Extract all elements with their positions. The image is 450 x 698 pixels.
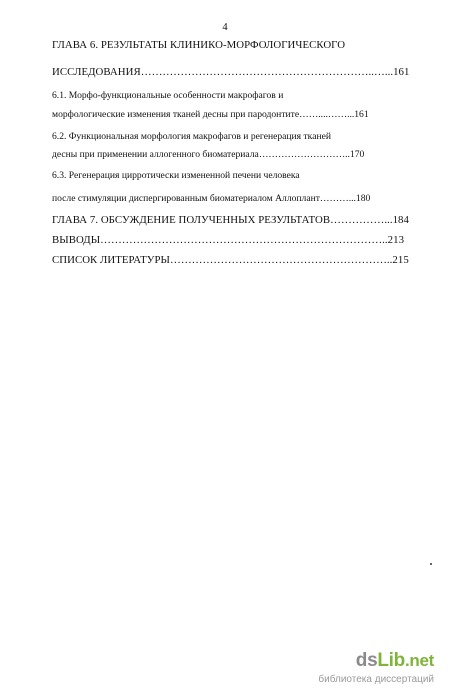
- toc-chapter-6-title-cont: ИССЛЕДОВАНИЯ………………………………………………………..…...161: [52, 66, 410, 78]
- logo-ds: ds: [355, 650, 378, 671]
- toc-section-6-3-cont: после стимуляции диспергированным биоматериалом Аллоплант………...180: [52, 193, 371, 204]
- page-number: 4: [222, 22, 228, 33]
- toc-chapter-6-title: ГЛАВА 6. РЕЗУЛЬТАТЫ КЛИНИКО-МОРФОЛОГИЧЕСКОГО: [52, 39, 346, 51]
- toc-conclusions: ВЫВОДЫ……………………………………………………………………..213: [52, 234, 405, 246]
- logo-net: .net: [404, 651, 434, 670]
- toc-section-6-1: 6.1. Морфо-функциональные особенности макрофагов и: [52, 90, 284, 101]
- toc-section-6-3: 6.3. Регенерация цирротически измененной печени человека: [52, 170, 300, 181]
- logo-lib: Lib: [377, 650, 405, 671]
- watermark: [294, 650, 434, 690]
- watermark-subtitle: библиотека диссертаций: [318, 674, 434, 685]
- toc-section-6-2-cont: десны при применении аллогенного биоматериала………………………..170: [52, 149, 365, 160]
- toc-chapter-7: ГЛАВА 7. ОБСУЖДЕНИЕ ПОЛУЧЕННЫХ РЕЗУЛЬТАТОВ……………...184: [52, 214, 409, 226]
- watermark-logo: [356, 650, 434, 672]
- toc-section-6-1-cont: морфологические изменения тканей десны при пародонтите……....……...161: [52, 109, 369, 120]
- toc-section-6-2: 6.2. Функциональная морфология макрофагов и регенерация тканей: [52, 131, 331, 142]
- scan-speck: [430, 563, 432, 565]
- toc-bibliography: СПИСОК ЛИТЕРАТУРЫ……………………………………………………..215: [52, 254, 409, 266]
